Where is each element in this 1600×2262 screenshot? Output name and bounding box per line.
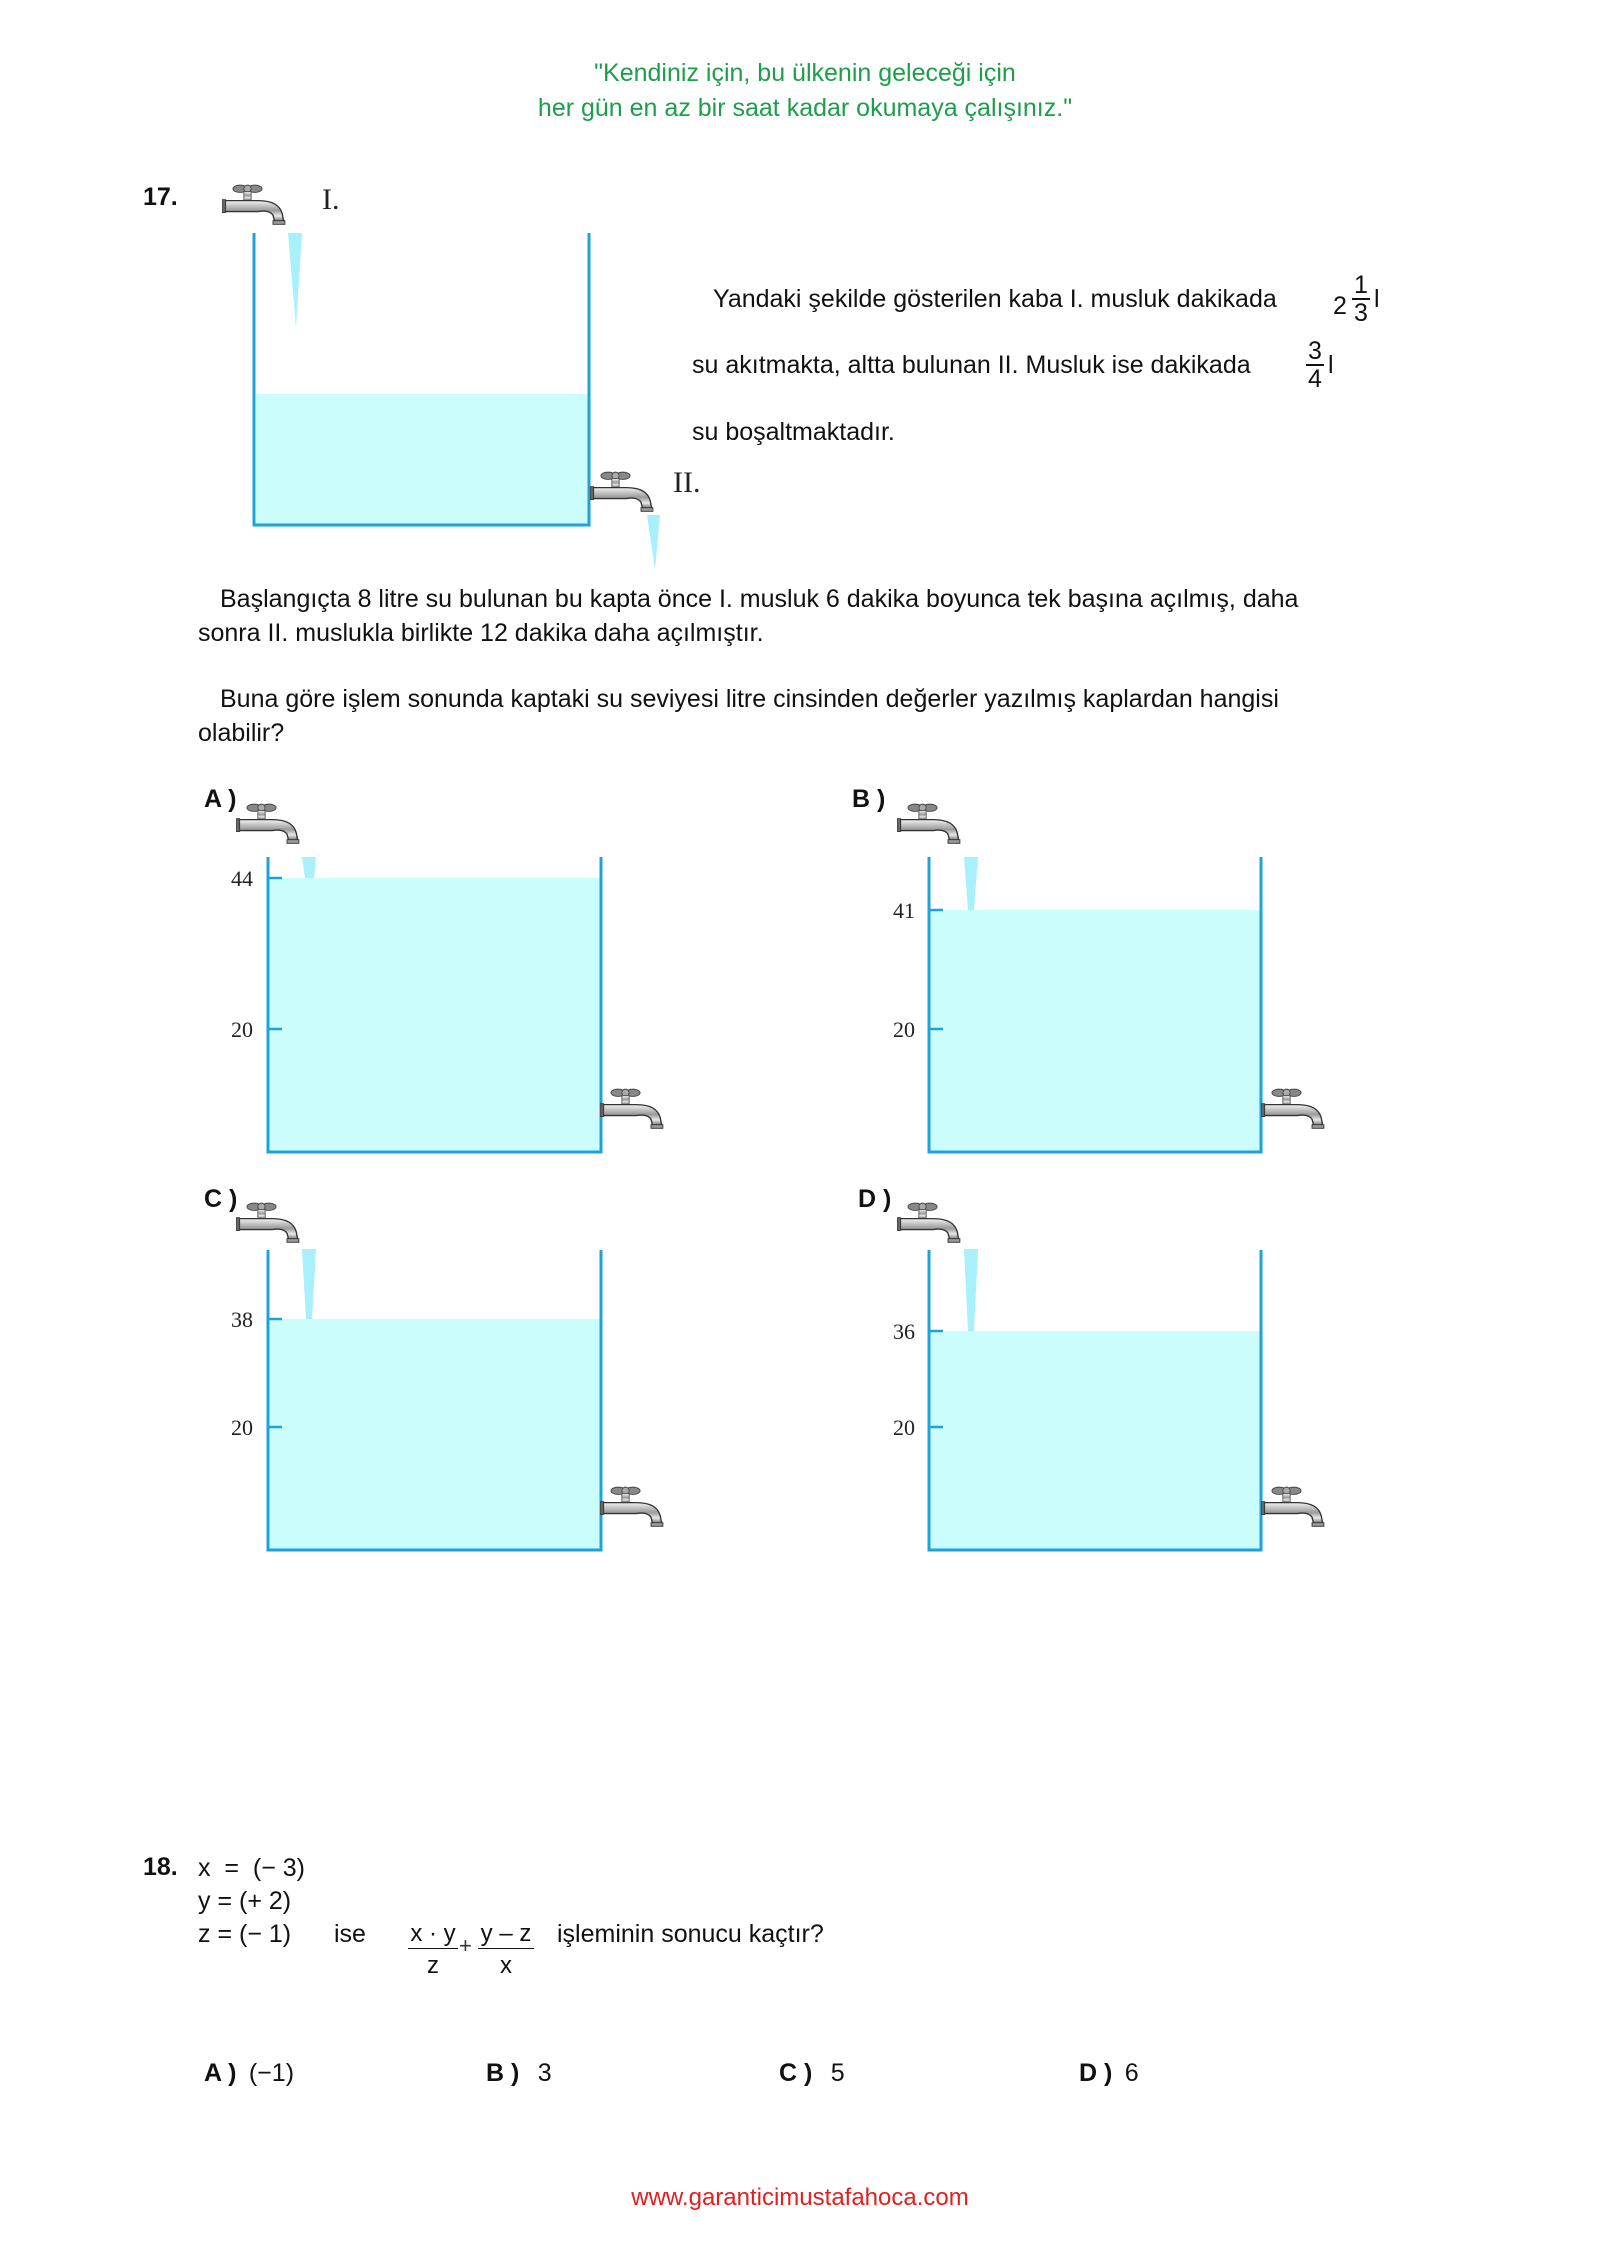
rate-1-numerator: 1 [1354,271,1368,299]
rate-1-whole: 2 [1333,292,1347,320]
q18-fraction-1-denominator: z [427,1952,439,1979]
q17-option-d-label[interactable]: D ) [858,1185,892,1213]
q18-option-c[interactable] [779,2056,845,2090]
rate-1-denominator: 3 [1354,299,1368,327]
q18-option-d[interactable] [1079,2056,1139,2090]
motto-line-1: "Kendiniz için, bu ülkenin geleceği için [594,59,1016,87]
option-d-top-faucet-icon [897,1203,960,1242]
q17-text-line-2: su akıtmakta, altta bulunan II. Musluk ise dakikada [692,351,1251,379]
q18-z-definition: z = (− 1) [198,1920,292,1948]
q18-plus: + [459,1933,472,1958]
option-c-20-value: 20 [231,1415,253,1440]
option-d-top-value: 36 [893,1319,915,1344]
q17-option-b-label[interactable]: B ) [852,785,886,813]
q18-option-d-value: 6 [1124,2059,1139,2087]
question-18-number: 18. [143,1853,178,1881]
option-d-bottom-faucet-icon [1261,1487,1324,1526]
q17-text-line-3: su boşaltmaktadır. [692,418,895,446]
q18-fraction-1 [408,1920,458,1983]
option-d-stream [964,1249,978,1331]
q18-option-b-label: B ) [486,2059,520,2087]
q17-paragraph-2-line-2: sonra II. muslukla birlikte 12 dakika daha açılmıştır. [198,619,764,647]
rate-2-unit: l [1328,351,1334,379]
q18-option-b[interactable] [486,2056,552,2090]
q18-fraction-2 [478,1920,534,1983]
q18-option-a[interactable] [204,2056,294,2090]
option-a-top-value: 44 [231,866,253,891]
q18-fraction-2-denominator: x [500,1952,512,1979]
q17-text-line-1: Yandaki şekilde gösterilen kaba I. musluk dakikada [713,285,1277,313]
q18-question-text: işleminin sonucu kaçtır? [557,1920,824,1948]
option-d-20-value: 20 [893,1415,915,1440]
q18-fraction-2-numerator: y – z [478,1920,534,1949]
q18-option-c-label: C ) [779,2059,813,2087]
rate-2-numerator: 3 [1308,337,1322,365]
q18-option-a-label: A ) [204,2059,237,2087]
q18-option-b-value: 3 [537,2059,552,2087]
option-c-top-value: 38 [231,1307,253,1332]
q17-option-a-label[interactable]: A ) [204,785,237,813]
q17-prompt-line-2: olabilir? [198,719,285,747]
footer-website-link[interactable]: www.garanticimustafahoca.com [631,2184,969,2211]
q18-y-definition: y = (+ 2) [198,1887,292,1915]
faucet-2-label: II. [673,466,701,499]
option-b-20-value: 20 [893,1017,915,1042]
option-b-top-value: 41 [893,898,915,923]
faucet-1-label: I. [322,183,340,216]
q18-x-definition: x = (− 3) [198,1854,305,1882]
q18-ise: ise [334,1920,366,1948]
rate-2-denominator: 4 [1308,365,1322,393]
q18-fraction-1-numerator: x · y [408,1920,458,1949]
option-d-water [930,1331,1260,1550]
q18-option-c-value: 5 [830,2059,845,2087]
rate-1-unit: l [1374,285,1380,313]
q17-option-c-label[interactable]: C ) [204,1185,238,1213]
q17-paragraph-2-line-1: Başlangıçta 8 litre su bulunan bu kapta önce I. musluk 6 dakika boyunca tek başına açılmış, daha [220,585,1299,613]
option-a-20-value: 20 [231,1017,253,1042]
q18-option-a-value: (−1) [248,2059,295,2087]
q17-paragraph-3-line-1: Buna göre işlem sonunda kaptaki su seviyesi litre cinsinden değerler yazılmış kaplardan hangisi [220,685,1279,713]
question-17-number: 17. [143,183,178,211]
motto-line-2: her gün en az bir saat kadar okumaya çalışınız." [537,94,1073,122]
q18-option-d-label: D ) [1079,2059,1113,2087]
